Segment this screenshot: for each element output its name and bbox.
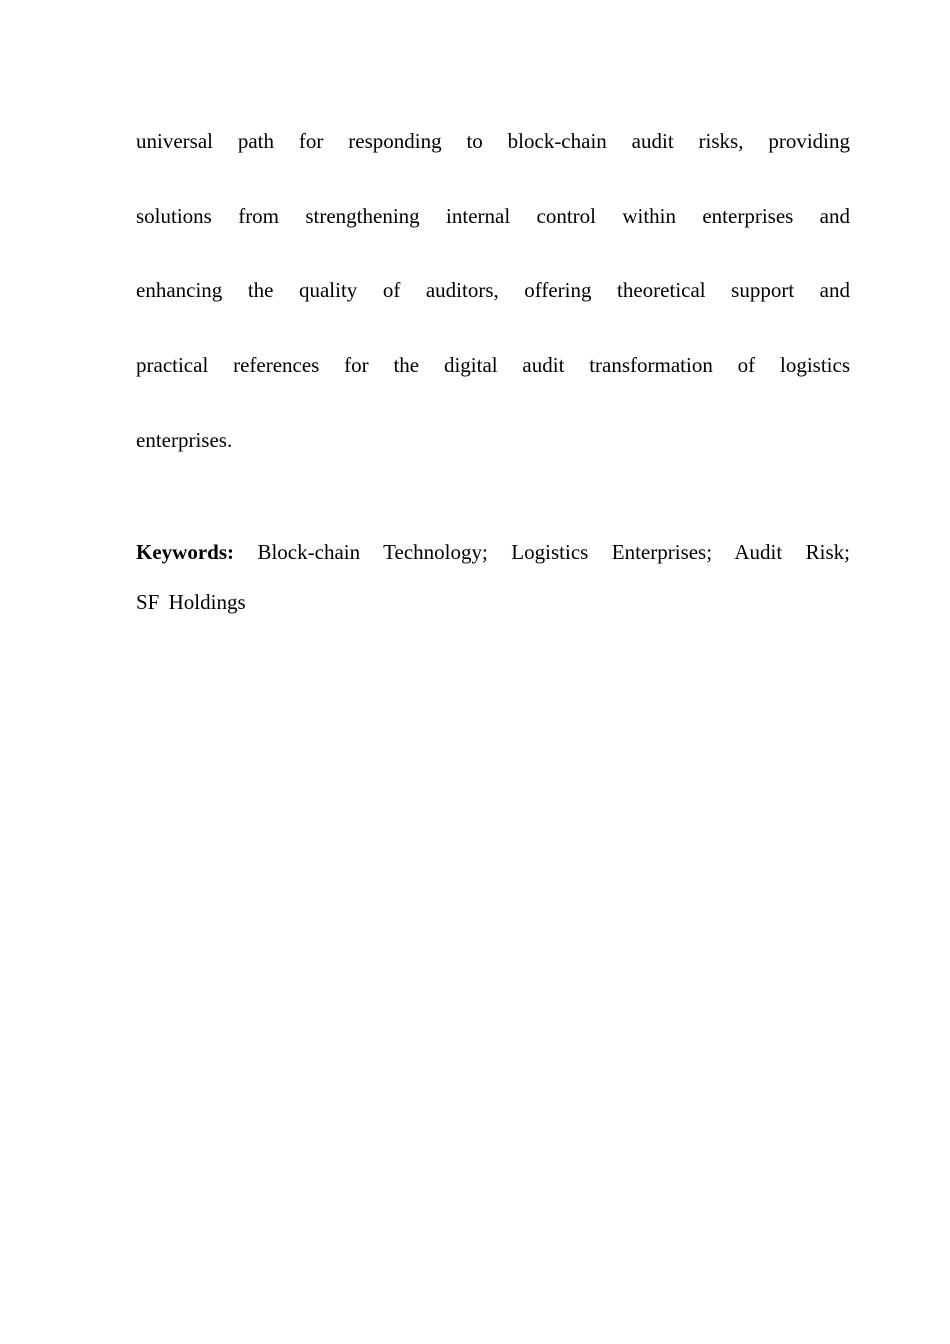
- keywords-line-2: SF Holdings: [136, 590, 246, 614]
- abstract-line-4: practical references for the digital audit transformation of logistics: [136, 353, 850, 377]
- abstract-line-1: universal path for responding to block-chain audit risks, providing: [136, 129, 850, 153]
- abstract-line-3: enhancing the quality of auditors, offering theoretical support and: [136, 278, 850, 302]
- keywords-line-1: [136, 539, 850, 565]
- abstract-line-2: solutions from strengthening internal control within enterprises and: [136, 204, 850, 228]
- abstract-line-5: enterprises.: [136, 428, 233, 452]
- keywords-text: Block-chain Technology; Logistics Enterprises; Audit Risk;: [257, 540, 851, 564]
- keywords-label: Keywords:: [136, 540, 234, 564]
